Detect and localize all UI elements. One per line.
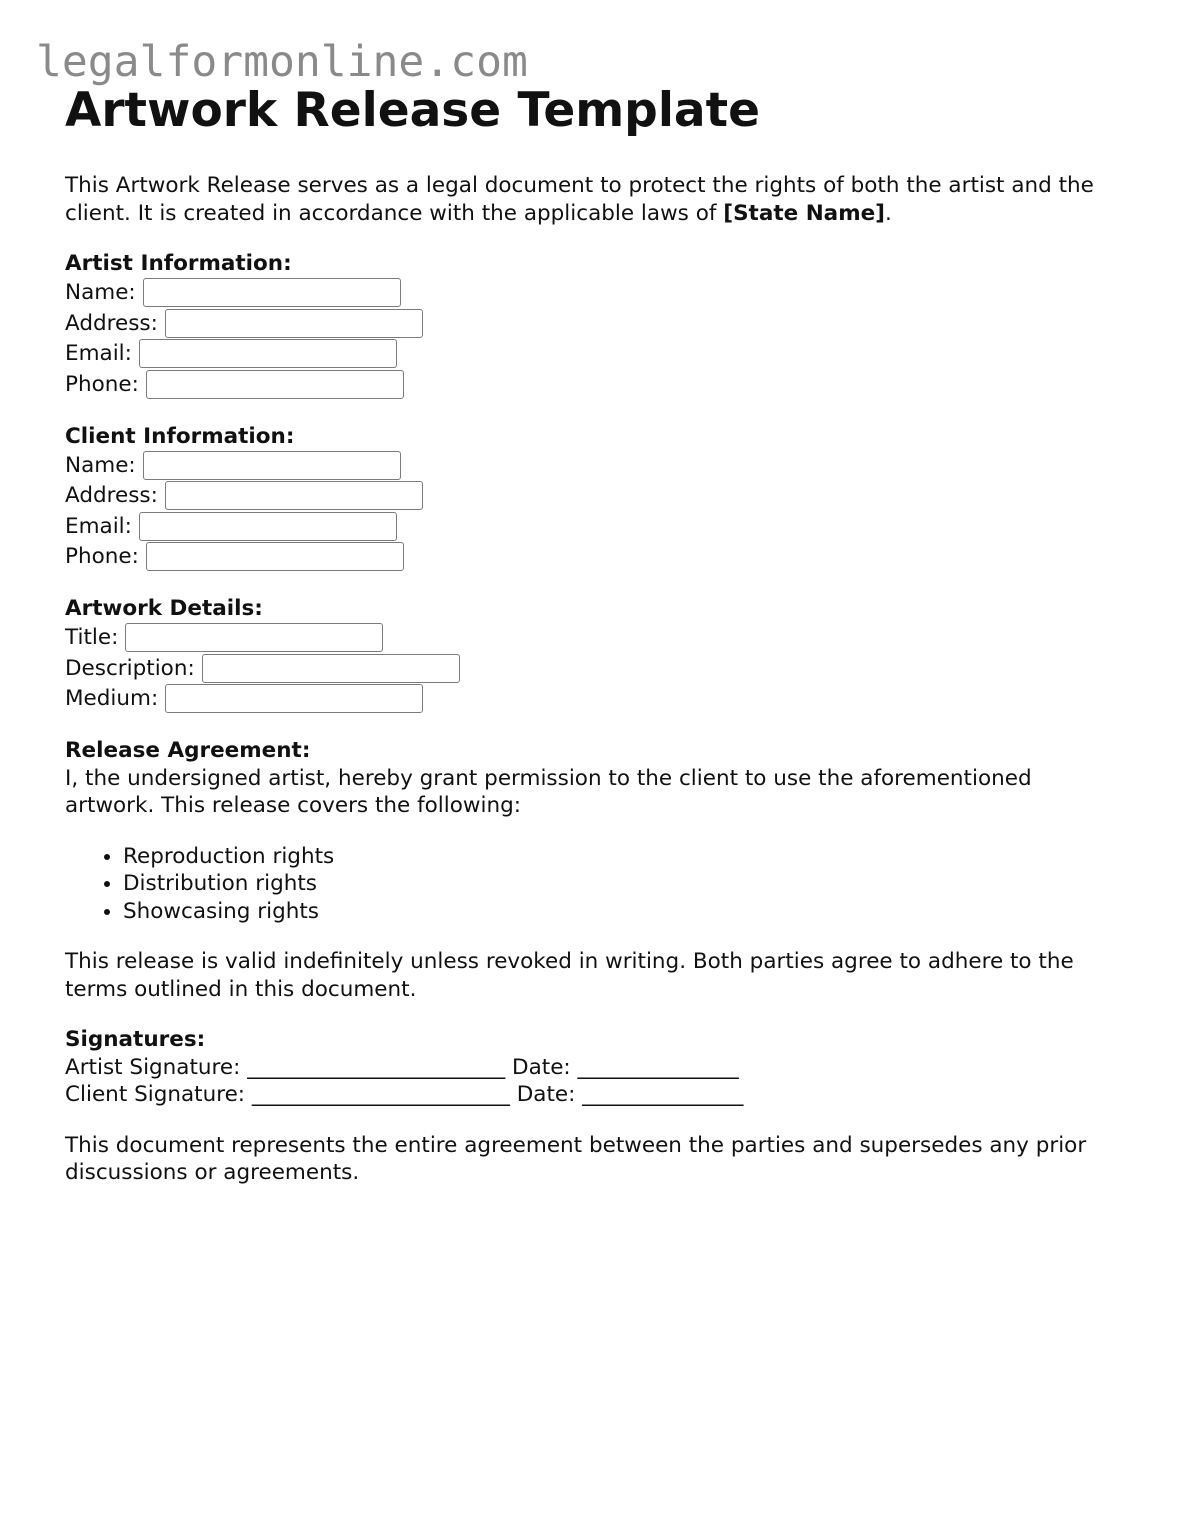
artist-phone-input[interactable] bbox=[146, 370, 404, 399]
artist-information-heading: Artist Information: bbox=[65, 251, 292, 276]
release-agreement-text: I, the undersigned artist, hereby grant permission to the client to use the aforementioned artwork. This release covers the following: bbox=[65, 765, 1032, 818]
artwork-description-row bbox=[65, 653, 1125, 684]
artist-email-label: Email: bbox=[65, 341, 132, 367]
client-name-row bbox=[65, 450, 1125, 481]
artist-name-label: Name: bbox=[65, 280, 136, 306]
validity-paragraph: This release is valid indefinitely unless revoked in writing. Both parties agree to adhere to the terms outlined in this document. bbox=[65, 949, 1074, 1002]
client-information-section bbox=[65, 423, 1125, 573]
intro-end: . bbox=[885, 200, 892, 226]
page-title: Artwork Release Template bbox=[65, 83, 760, 138]
artist-phone-row bbox=[65, 369, 1125, 400]
release-agreement-section bbox=[65, 737, 1125, 1003]
client-address-label: Address: bbox=[65, 483, 158, 509]
artwork-description-label: Description: bbox=[65, 655, 195, 681]
artist-email-input[interactable] bbox=[139, 339, 397, 368]
list-item: • Distribution rights bbox=[123, 870, 1125, 898]
artwork-details-section bbox=[65, 595, 1125, 714]
signatures-section bbox=[65, 1026, 1125, 1109]
artist-phone-label: Phone: bbox=[65, 371, 139, 397]
artist-name-row bbox=[65, 278, 1125, 309]
artist-information-section bbox=[65, 250, 1125, 400]
artwork-title-input[interactable] bbox=[125, 623, 383, 652]
client-signature-line: Client Signature: ________________________ Date: _______________ bbox=[65, 1082, 744, 1107]
artwork-description-input[interactable] bbox=[202, 654, 460, 683]
artist-address-label: Address: bbox=[65, 310, 158, 336]
client-phone-label: Phone: bbox=[65, 544, 139, 570]
signatures-heading: Signatures: bbox=[65, 1027, 206, 1052]
artwork-details-heading: Artwork Details: bbox=[65, 596, 263, 621]
client-name-input[interactable] bbox=[143, 451, 401, 480]
client-email-row bbox=[65, 511, 1125, 542]
client-phone-row bbox=[65, 542, 1125, 573]
state-name-placeholder: [State Name] bbox=[723, 200, 886, 226]
artist-signature-line: Artist Signature: ________________________ Date: _______________ bbox=[65, 1054, 739, 1080]
artwork-medium-label: Medium: bbox=[65, 686, 159, 712]
artist-address-input[interactable] bbox=[165, 309, 423, 338]
client-name-label: Name: bbox=[65, 452, 136, 478]
artwork-medium-input[interactable] bbox=[165, 684, 423, 713]
document-body bbox=[65, 83, 1125, 1187]
artwork-title-row bbox=[65, 623, 1125, 654]
artwork-title-label: Title: bbox=[65, 625, 119, 651]
client-email-input[interactable] bbox=[139, 512, 397, 541]
watermark-text: legalformonline.com bbox=[36, 37, 528, 87]
list-item: • Showcasing rights bbox=[123, 898, 1125, 926]
artist-email-row bbox=[65, 339, 1125, 370]
client-phone-input[interactable] bbox=[146, 542, 404, 571]
artwork-medium-row bbox=[65, 684, 1125, 715]
client-address-input[interactable] bbox=[165, 481, 423, 510]
list-item: • Reproduction rights bbox=[123, 843, 1125, 871]
release-agreement-heading: Release Agreement: bbox=[65, 738, 311, 763]
rights-list bbox=[65, 843, 1125, 926]
client-information-heading: Client Information: bbox=[65, 423, 295, 449]
artist-address-row bbox=[65, 308, 1125, 339]
client-address-row bbox=[65, 481, 1125, 512]
closing-paragraph: This document represents the entire agreement between the parties and supersedes any prior discussions or agreements. bbox=[65, 1132, 1087, 1185]
artist-name-input[interactable] bbox=[143, 278, 401, 307]
intro-paragraph bbox=[65, 172, 1125, 227]
intro-text: This Artwork Release serves as a legal document to protect the rights of both the artist and the client. It is created in accordance with the applicable laws of bbox=[65, 173, 1094, 226]
client-email-label: Email: bbox=[65, 513, 132, 539]
